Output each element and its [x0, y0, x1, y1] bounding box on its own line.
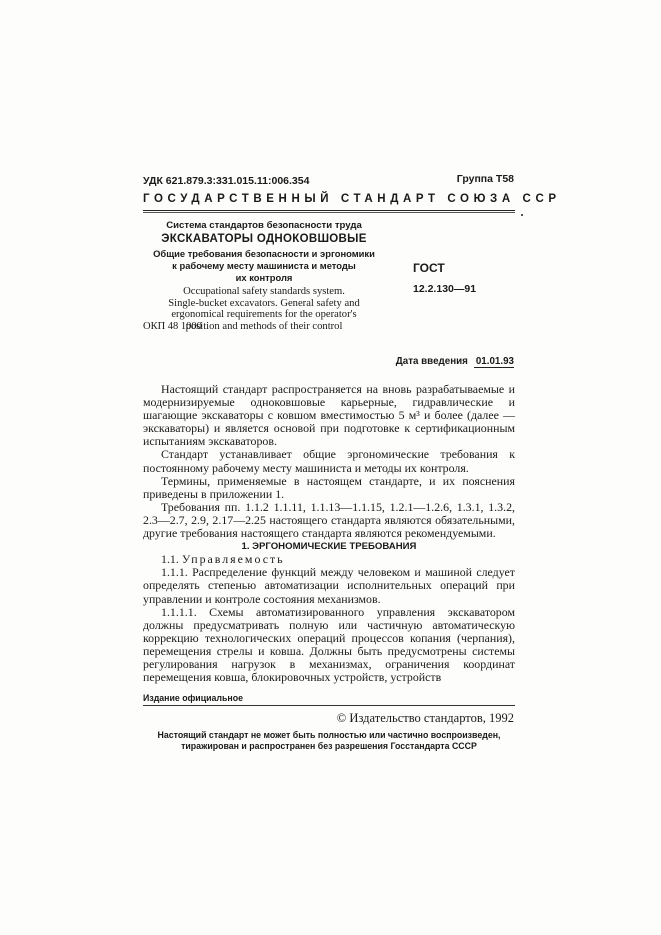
paragraph: 1.1.1.1. Схемы автоматизированного управления экскаватором должны предусматривать полную или частичную автоматическую коррекцию технологических операций процессов копания (черпания), перемещения стрелы и ковша. Должны быть предусмотрены системы регулирования нагрузок в механизмах, ограничения координат перемещения ковша, блокировочных устройств, устройств: [143, 604, 515, 685]
paragraph: Термины, применяемые в настоящем стандарте, и их пояснения приведены в приложении 1.: [143, 473, 515, 501]
subtitle-line: Общие требования безопасности и эргономики: [153, 248, 375, 259]
introduction-date: [396, 356, 514, 368]
document-body: [143, 383, 515, 684]
copyright: © Издательство стандартов, 1992: [336, 711, 514, 725]
english-title-line: Occupational safety standards system.: [183, 286, 345, 297]
subtitle-line: к рабочему месту машиниста и методы: [172, 260, 356, 271]
date-value: 01.01.93: [475, 356, 514, 367]
group-code: Группа Т58: [456, 173, 514, 185]
document-title: ЭКСКАВАТОРЫ ОДНОКОВШОВЫЕ: [161, 233, 367, 245]
header-rule: [143, 210, 515, 211]
paragraph: Стандарт устанавливает общие эргономические требования к постоянному рабочему месту машиниста и методы их контроля.: [143, 447, 515, 475]
gost-number: 12.2.130—91: [413, 283, 477, 295]
system-name: Система стандартов безопасности труда: [166, 220, 362, 231]
okp-code: ОКП 48 1000: [143, 321, 202, 332]
gost-block: [413, 260, 476, 297]
margin-mark: [521, 214, 523, 216]
document-subtitle: [143, 248, 385, 284]
notice-line: Настоящий стандарт не может быть полностью или частично воспроизведен,: [157, 730, 501, 740]
english-title-line: position and methods of their control: [185, 320, 343, 332]
official-edition: Издание официальное: [143, 693, 243, 703]
state-standard-heading: ГОСУДАРСТВЕННЫЙ СТАНДАРТ СОЮЗА ССР: [143, 193, 561, 205]
english-title-line: ergonomical requirements for the operator's: [171, 309, 357, 321]
paragraph: 1.1.1. Распределение функций между человеком и машиной следует определять степенью автоматизации исполнительных операций при управлении и контроле состояния механизмов.: [143, 565, 515, 606]
subsection-title: Управляемость: [181, 552, 285, 567]
date-label: Дата введения: [395, 356, 468, 367]
gost-label: ГОСТ: [413, 261, 445, 275]
paragraph: Настоящий стандарт распространяется на вновь разрабатываемые и модернизируемые одноковшовые карьерные, гидравлические и шагающие экскаваторы с ковшом вместимостью 5 м³ и более (далее — экскаваторы) и является основой при подготовке к сертификационным испытаниям экскаваторов.: [143, 382, 515, 449]
english-title-line: Single-bucket excavators. General safety and: [168, 297, 360, 309]
title-block: [143, 219, 385, 332]
subtitle-line: их контроля: [235, 272, 293, 283]
paragraph: Требования пп. 1.1.2 1.1.11, 1.1.13—1.1.15, 1.2.1—1.2.6, 1.3.1, 1.3.2, 2.3—2.7, 2.9, 2.17—2.25 настоящего стандарта являются обязательными, другие требования настоящего стандарта являются рекомендуемыми.: [143, 499, 515, 541]
subsection-number: 1.1.: [161, 552, 179, 567]
reproduction-notice: [143, 730, 515, 752]
notice-line: тиражирован и распространен без разрешения Госстандарта СССР: [181, 741, 477, 751]
header-rule-thin: [143, 212, 515, 213]
section-heading: 1. ЭРГОНОМИЧЕСКИЕ ТРЕБОВАНИЯ: [241, 541, 417, 553]
footer-rule: [143, 705, 515, 706]
udk-code: УДК 621.879.3:331.015.11:006.354: [143, 175, 310, 187]
